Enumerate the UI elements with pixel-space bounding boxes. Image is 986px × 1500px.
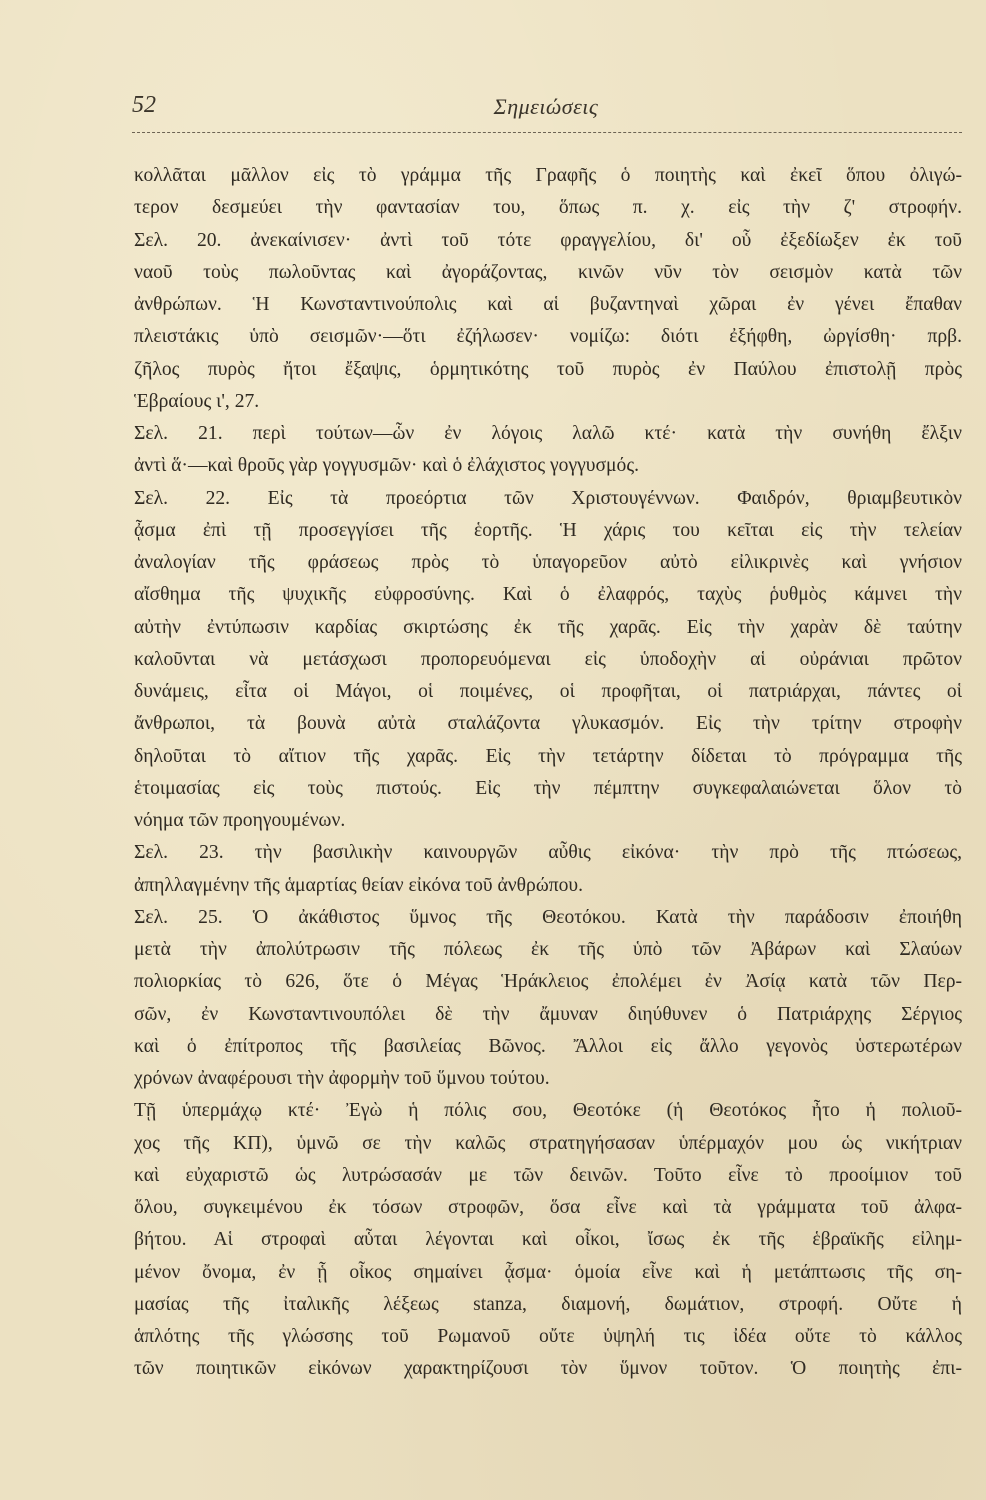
text-line: ἀπηλλαγμένην τῆς ἁμαρτίας θείαν εἰκόνα τοῦ ἀνθρώπου. [134, 874, 584, 896]
text-line: μασίας τῆς ἰταλικῆς λέξεως stanza, διαμονή, δωμάτιον, στροφή. Οὔτε ἡ [134, 1293, 962, 1315]
text-line: ζῆλος πυρὸς ἤτοι ἔξαψις, ὁρμητικότης τοῦ πυρὸς ἐν Παύλου ἐπιστολῇ πρὸς [134, 358, 962, 380]
text-line: ἑτοιμασίας εἰς τοὺς πιστούς. Εἰς τὴν πέμπτην συγκεφαλαιώνεται ὅλον τὸ [134, 777, 962, 799]
text-line: ναοῦ τοὺς πωλοῦντας καὶ ἀγοράζοντας, κινῶν νῦν τὸν σεισμὸν κατὰ τῶν [134, 261, 962, 283]
text-line: σῶν, ἐν Κωνσταντινουπόλει δὲ τὴν ἄμυναν διηύθυνεν ὁ Πατριάρχης Σέργιος [134, 1003, 962, 1025]
text-line: δυνάμεις, εἶτα οἱ Μάγοι, οἱ ποιμένες, οἱ προφῆται, οἱ πατριάρχαι, πάντες οἱ [134, 681, 962, 702]
text-line: χρόνων ἀναφέρουσι τὴν ἀφορμὴν τοῦ ὕμνου τούτου. [134, 1068, 550, 1089]
text-line: ὅλου, συγκειμένου ἐκ τόσων στροφῶν, ὅσα εἶνε καὶ τὰ γράμματα τοῦ ἀλφα- [134, 1197, 962, 1218]
text-line: κολλᾶται μᾶλλον εἰς τὸ γράμμα τῆς Γραφῆς ὁ ποιητὴς καὶ ἐκεῖ ὅπου ὀλιγώ- [134, 165, 962, 186]
text-line: ἁπλότης τῆς γλώσσης τοῦ Ρωμανοῦ οὔτε ὑψηλή τις ἰδέα οὔτε τὸ κάλλος [134, 1326, 962, 1347]
text-line: ἀνθρώπων. Ἡ Κωνσταντινούπολις καὶ αἱ βυζαντηναὶ χῶραι ἐν γένει ἔπαθαν [134, 294, 962, 315]
page-number: 52 [132, 92, 156, 118]
header-rule [132, 132, 962, 133]
text-line: Σελ. 20. ἀνεκαίνισεν· ἀντὶ τοῦ τότε φραγγελίου, δι' οὗ ἐξεδίωξεν ἐκ τοῦ [134, 229, 962, 251]
text-line: Σελ. 25. Ὁ ἀκάθιστος ὕμνος τῆς Θεοτόκου. Κατὰ τὴν παράδοσιν ἐποιήθη [134, 906, 962, 928]
text-line: καλοῦνται νὰ μετάσχωσι προπορευόμεναι εἰς ὑποδοχὴν αἱ οὐράνιαι πρῶτον [134, 648, 962, 670]
body-text [134, 160, 962, 1386]
text-line: τερον δεσμεύει τὴν φαντασίαν του, ὅπως π. χ. εἰς τὴν ζ' στροφήν. [134, 197, 962, 219]
text-line: αἴσθημα τῆς ψυχικῆς εὐφροσύνης. Καὶ ὁ ἐλαφρός, ταχὺς ῥυθμὸς κάμνει τὴν [134, 584, 962, 606]
text-line: ἀναλογίαν τῆς φράσεως πρὸς τὸ ὑπαγορεῦον αὐτὸ εἰλικρινὲς καὶ γνήσιον [134, 552, 962, 573]
text-line: πολιορκίας τὸ 626, ὅτε ὁ Μέγας Ἡράκλειος ἐπολέμει ἐν Ἀσίᾳ κατὰ τῶν Περ- [134, 971, 962, 993]
text-line: τῶν ποιητικῶν εἰκόνων χαρακτηρίζουσι τὸν ὕμνον τοῦτον. Ὁ ποιητὴς ἐπι- [134, 1358, 962, 1380]
text-line: δηλοῦται τὸ αἴτιον τῆς χαρᾶς. Εἰς τὴν τετάρτην δίδεται τὸ πρόγραμμα τῆς [134, 745, 962, 767]
text-line: Τῇ ὑπερμάχῳ κτέ· Ἐγὼ ἡ πόλις σου, Θεοτόκε (ἡ Θεοτόκος ἦτο ἡ πολιοῦ- [134, 1100, 962, 1122]
text-line: καὶ ὁ ἐπίτροπος τῆς βασιλείας Βῶνος. Ἄλλοι εἰς ἄλλο γεγονὸς ὑστερωτέρων [134, 1035, 962, 1057]
page-header [132, 92, 960, 132]
text-line: χος τῆς ΚΠ), ὑμνῶ σε τὴν καλῶς στρατηγήσασαν ὑπέρμαχόν μου ὡς νικήτριαν [134, 1132, 962, 1154]
text-line: ᾆσμα ἐπὶ τῇ προσεγγίσει τῆς ἑορτῆς. Ἡ χάρις του κεῖται εἰς τὴν τελείαν [134, 519, 962, 541]
text-line: Σελ. 21. περὶ τούτων—ὧν ἐν λόγοις λαλῶ κτέ· κατὰ τὴν συνήθη ἔλξιν [134, 423, 962, 444]
text-line: καὶ εὐχαριστῶ ὡς λυτρώσασάν με τῶν δεινῶν. Τοῦτο εἶνε τὸ προοίμιον τοῦ [134, 1164, 962, 1186]
text-line: νόημα τῶν προηγουμένων. [134, 810, 346, 831]
text-line: Σελ. 22. Εἰς τὰ προεόρτια τῶν Χριστουγέννων. Φαιδρόν, θριαμβευτικὸν [134, 487, 962, 509]
text-line: βήτου. Αἱ στροφαὶ αὗται λέγονται καὶ οἶκοι, ἴσως ἐκ τῆς ἑβραϊκῆς εἰλημ- [134, 1229, 962, 1251]
text-line: Ἑβραίους ι', 27. [134, 390, 260, 412]
text-line: αὐτὴν ἐντύπωσιν καρδίας σκιρτώσης ἐκ τῆς χαρᾶς. Εἰς τὴν χαρὰν δὲ ταύτην [134, 616, 962, 638]
text-line: Σελ. 23. τὴν βασιλικὴν καινουργῶν αὖθις εἰκόνα· τὴν πρὸ τῆς πτώσεως, [134, 842, 962, 864]
text-line: ἀντὶ ἅ·—καὶ θροῦς γὰρ γογγυσμῶν· καὶ ὁ ἐλάχιστος γογγυσμός. [134, 455, 640, 477]
text-line: μετὰ τὴν ἀπολύτρωσιν τῆς πόλεως ἐκ τῆς ὑπὸ τῶν Ἀβάρων καὶ Σλαύων [134, 939, 962, 960]
text-line: μένον ὄνομα, ἐν ᾗ οἶκος σημαίνει ᾆσμα· ὁμοία εἶνε καὶ ἡ μετάπτωσις τῆς ση- [134, 1261, 962, 1283]
text-line: ἄνθρωποι, τὰ βουνὰ αὐτὰ σταλάζοντα γλυκασμόν. Εἰς τὴν τρίτην στροφὴν [134, 713, 962, 735]
running-title: Σημειώσεις [493, 94, 599, 119]
text-line: πλειστάκις ὑπὸ σεισμῶν·—ὅτι ἐζήλωσεν· νομίζω: διότι ἐξήφθη, ὠργίσθη· πρβ. [134, 326, 962, 348]
